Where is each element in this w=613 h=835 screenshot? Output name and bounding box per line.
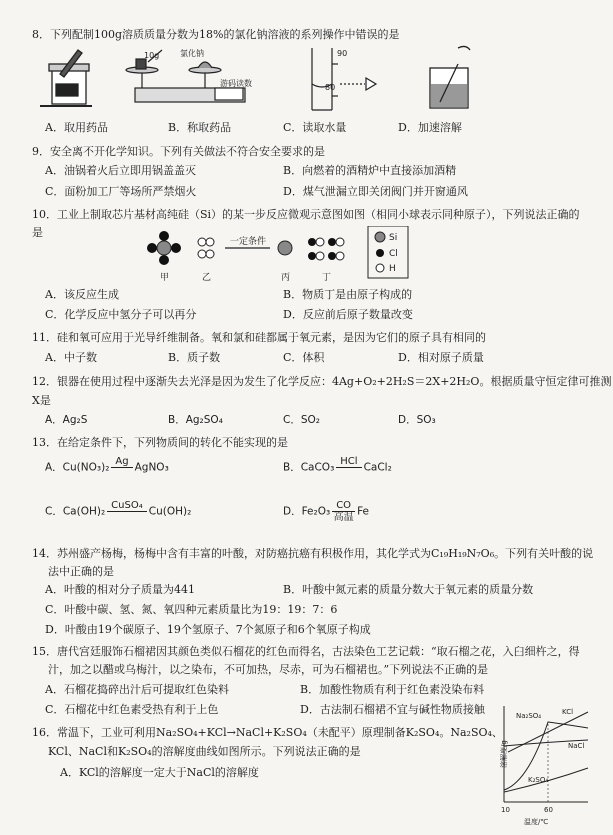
q16-tick-60: 60: [544, 806, 553, 814]
q16-label-nacl: NaCl: [568, 742, 585, 750]
q10-option-c[interactable]: C．化学反应中氢分子可以再分: [45, 308, 197, 321]
q15-option-a[interactable]: A．石榴花捣碎出汁后可提取红色染料: [45, 683, 229, 696]
q8-fig-a: [40, 50, 92, 106]
q13-b-condition-bottom: [336, 468, 361, 479]
q13-d-left: D．Fe₂O₃: [283, 505, 331, 518]
q8-option-b[interactable]: B．称取药品: [168, 121, 232, 134]
q13-option-c[interactable]: [45, 500, 191, 523]
q11-option-c[interactable]: C．体积: [283, 351, 325, 364]
q16-stem-line1: 16．常温下，工业可利用Na₂SO₄+KCl→NaCl+K₂SO₄（未配平）原理制备K₂SO₄。Na₂SO₄、: [32, 726, 503, 739]
q13-option-d[interactable]: [283, 500, 369, 523]
q9-option-d[interactable]: D．煤气泄漏立即关闭阀门并开窗通风: [283, 185, 468, 198]
q10-stem-line1: 10．工业上制取芯片基材高纯硅（Si）的某一步反应微观示意图如图（相同小球表示同种原子），下列说法正确的: [32, 208, 580, 221]
q13-c-left: C．Ca(OH)₂: [45, 505, 106, 518]
q16-xlabel: 温度/℃: [524, 818, 549, 826]
q13-b-right: CaCl₂: [363, 461, 392, 474]
q13-stem: 13．在给定条件下，下列物质间的转化不能实现的是: [32, 436, 288, 449]
q14-stem-line1: 14．苏州盛产杨梅，杨梅中含有丰富的叶酸，对防癌抗癌有积极作用，其化学式为C₁₉H₁₉N₇O₆。下列有关叶酸的说: [32, 547, 594, 560]
q8-stem: 8．下列配制100g溶质质量分数为18%的氯化钠溶液的系列操作中错误的是: [32, 28, 400, 41]
q10-reaction-diagram: [140, 226, 600, 284]
q14-stem-line2: 法中正确的是: [48, 565, 114, 578]
q13-d-condition: CO: [332, 500, 355, 512]
q16-solubility-chart: [488, 702, 598, 832]
q8-fig-d: [430, 46, 470, 108]
q12-option-a[interactable]: A．Ag₂S: [45, 414, 88, 426]
q13-c-condition-bottom: [107, 512, 147, 523]
q10-label-jia: 甲: [160, 273, 170, 283]
q13-c-condition: CuSO₄: [107, 500, 147, 512]
q12-option-d[interactable]: D．SO₃: [398, 414, 436, 426]
q13-a-right: AgNO₃: [134, 461, 169, 474]
q13-option-b[interactable]: [283, 456, 392, 479]
q10-option-a[interactable]: A．该反应生成: [45, 288, 119, 301]
q12-option-b[interactable]: B．Ag₂SO₄: [168, 414, 223, 426]
q15-option-d[interactable]: D．古法制石榴裙不宜与碱性物质接触: [300, 703, 485, 716]
q8-option-d[interactable]: D．加速溶解: [398, 121, 462, 134]
q14-option-b[interactable]: B．叶酸中氮元素的质量分数大于氧元素的质量分数: [283, 583, 534, 596]
q16-ylabel: 溶解度/g: [500, 740, 508, 768]
q13-a-left: A．Cu(NO₃)₂: [45, 461, 110, 474]
q11-stem: 11．硅和氧可应用于光导纤维制备。氧和氯和硅都属于氧元素，是因为它们的原子具有相同的: [32, 331, 486, 344]
q8-fig-c-90: 90: [337, 49, 348, 58]
q16-label-k2so4: K₂SO₄: [528, 776, 549, 784]
q11-option-d[interactable]: D．相对原子质量: [398, 351, 484, 364]
q15-stem-line2: 汁，加之以醋或乌梅汁，以之染布，不可加热，尽赤，可为石榴裙也。”下列说法不正确的是: [48, 663, 489, 676]
q10-option-b[interactable]: B．物质丁是由原子构成的: [283, 288, 413, 301]
q16-label-kcl: KCl: [562, 708, 574, 716]
q13-d-right: Fe: [357, 505, 369, 518]
q14-option-a[interactable]: A．叶酸的相对分子质量为441: [45, 583, 195, 596]
q10-legend-cl: Cl: [389, 249, 398, 259]
q10-option-d[interactable]: D．反应前后原子数量改变: [283, 308, 413, 321]
q10-legend: [368, 226, 408, 278]
q9-stem: 9．安全离不开化学知识。下列有关做法不符合安全要求的是: [32, 145, 325, 158]
q15-option-b[interactable]: B．加酸性物质有利于红色素没染布料: [300, 683, 485, 696]
q15-stem-line1: 15．唐代宫廷服饰石榴裙因其颜色类似石榴花的红色而得名，古法染色工艺记载：“取石榴之花，入臼细杵之，得: [32, 645, 580, 658]
q13-a-condition: Ag: [111, 456, 132, 468]
q13-d-condition-bottom: 高温: [333, 512, 354, 523]
q8-fig-b-salt: 氯化钠: [180, 49, 204, 58]
q11-option-b[interactable]: B．质子数: [168, 351, 221, 364]
q10-condition: 一定条件: [230, 237, 267, 247]
q10-label-yi: 乙: [202, 273, 212, 283]
q16-stem-line2: KCl、NaCl和K₂SO₄的溶解度曲线如图所示。下列说法正确的是: [48, 745, 361, 758]
q16-label-na2so4: Na₂SO₄: [516, 712, 542, 720]
q10-legend-h: H: [389, 264, 396, 274]
q13-b-condition: HCl: [336, 456, 361, 468]
q12-stem-line2: X是: [32, 394, 51, 407]
q9-option-b[interactable]: B．向燃着的酒精炉中直接添加酒精: [283, 164, 457, 177]
q10-molecule-yi: [198, 238, 214, 258]
q9-option-a[interactable]: A．油锅着火后立即用锅盖盖灭: [45, 164, 196, 177]
q13-c-right: Cu(OH)₂: [148, 505, 192, 518]
q13-b-left: B．CaCO₃: [283, 461, 335, 474]
q14-option-d[interactable]: D．叶酸由19个碳原子、19个氢原子、7个氮原子和6个氧原子构成: [45, 623, 371, 636]
q16-option-a[interactable]: A．KCl的溶解度一定大于NaCl的溶解度: [60, 766, 259, 779]
q9-option-c[interactable]: C．面粉加工厂等场所严禁烟火: [45, 185, 197, 198]
q8-fig-b-reading: 游码读数: [220, 79, 252, 88]
q15-option-c[interactable]: C．石榴花中红色素受热有利于上色: [45, 703, 219, 716]
q10-molecule-jia: [147, 231, 181, 265]
q12-option-c[interactable]: C．SO₂: [283, 414, 320, 426]
q10-legend-si: Si: [389, 233, 398, 243]
q12-stem-line1: 12．银器在使用过程中逐渐失去光泽是因为发生了化学反应：4Ag+O₂+2H₂S＝2X+2H₂O。根据质量守恒定律可推测: [32, 375, 612, 388]
q13-option-a[interactable]: [45, 456, 169, 479]
q8-option-c[interactable]: C．读取水量: [283, 121, 347, 134]
q14-option-c[interactable]: C．叶酸中碳、氢、氮、氧四种元素质量比为19：19：7：6: [45, 603, 338, 616]
q11-option-a[interactable]: A．中子数: [45, 351, 97, 364]
q8-fig-b-10g: 10g: [144, 51, 160, 60]
q10-label-ding: 丁: [322, 273, 332, 283]
q13-a-condition-bottom: [111, 468, 132, 479]
q10-molecule-ding: [308, 238, 344, 260]
q16-tick-10: 10: [501, 806, 510, 814]
q8-figures: [40, 44, 600, 114]
q10-molecule-bing: [278, 241, 292, 255]
q10-stem-line2: 是: [32, 226, 43, 239]
q8-fig-c-80: 80: [325, 83, 336, 92]
q10-label-bing: 丙: [281, 273, 291, 283]
q8-option-a[interactable]: A．取用药品: [45, 121, 108, 134]
